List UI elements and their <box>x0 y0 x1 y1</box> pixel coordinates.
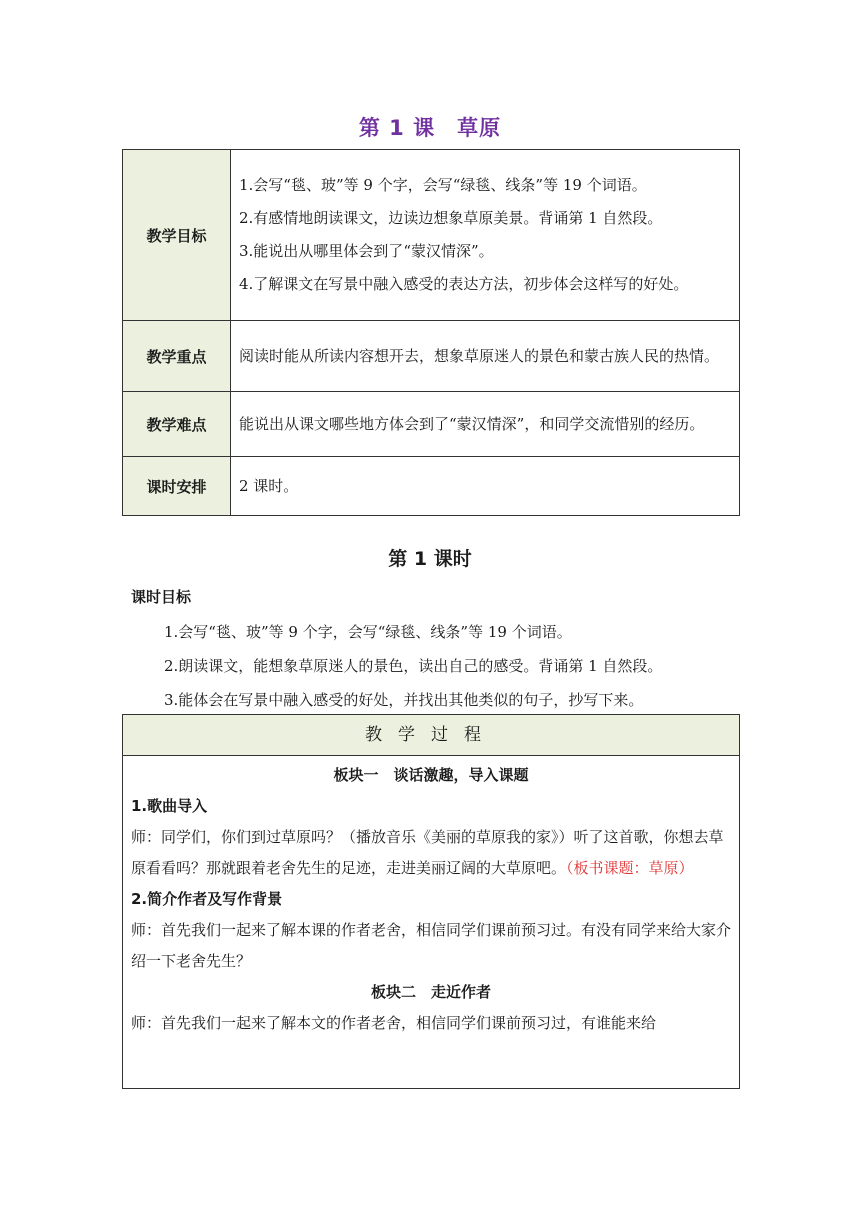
goal-item: 1.会写“毯、玻”等 9 个字，会写“绿毯、线条”等 19 个词语。 <box>239 176 647 194</box>
lesson-info-table <box>122 149 740 516</box>
schedule-content: 2 课时。 <box>231 457 740 516</box>
objective-item: 1.会写“毯、玻”等 9 个字，会写“绿毯、线条”等 19 个词语。 <box>164 623 572 641</box>
objectives-label: 课时目标 <box>131 588 192 606</box>
step2-text: 师：首先我们一起来了解本课的作者老舍，相信同学们课前预习过。有没有同学来给大家介绍一下老舍先生？ <box>131 921 732 970</box>
process-body <box>123 756 739 1039</box>
step2-title: 2.简介作者及写作背景 <box>131 890 283 908</box>
goal-item: 3.能说出从哪里体会到了“蒙汉情深”。 <box>239 242 494 260</box>
step1-title: 1.歌曲导入 <box>131 797 208 815</box>
step1-board-note: （板书课题：草原） <box>566 859 694 877</box>
step1-paragraph <box>131 822 731 884</box>
focus-content: 阅读时能从所读内容想开去，想象草原迷人的景色和蒙古族人民的热情。 <box>231 321 740 392</box>
schedule-label: 课时安排 <box>123 457 231 516</box>
block2-title: 板块二 走近作者 <box>370 983 491 1001</box>
objective-item: 2.朗读课文，能想象草原迷人的景色，读出自己的感受。背诵第 1 自然段。 <box>164 657 663 675</box>
goal-item: 4.了解课文在写景中融入感受的表达方法，初步体会这样写的好处。 <box>239 275 689 293</box>
focus-row <box>123 321 740 392</box>
step1-text: 师：同学们，你们到过草原吗？（播放音乐《美丽的草原我的家》）听了这首歌，你想去草原看看吗？那就跟着老舍先生的足迹，走进美丽辽阔的大草原吧。 <box>131 828 724 877</box>
objective-item: 3.能体会在写景中融入感受的好处，并找出其他类似的句子，抄写下来。 <box>164 691 644 709</box>
block2-text: 师：首先我们一起来了解本文的作者老舍，相信同学们课前预习过，有谁能来给 <box>131 1014 657 1032</box>
process-header: 教学过程 <box>123 715 739 756</box>
goals-row <box>123 150 740 321</box>
teaching-process-box <box>122 714 740 1089</box>
goal-item: 2.有感情地朗读课文，边读边想象草原美景。背诵第 1 自然段。 <box>239 209 663 227</box>
difficulty-row <box>123 392 740 457</box>
difficulty-label: 教学难点 <box>123 392 231 457</box>
goals-label: 教学目标 <box>123 150 231 321</box>
schedule-row <box>123 457 740 516</box>
difficulty-content: 能说出从课文哪些地方体会到了“蒙汉情深”，和同学交流惜别的经历。 <box>231 392 740 457</box>
focus-label: 教学重点 <box>123 321 231 392</box>
goals-content <box>231 150 740 321</box>
block1-title: 板块一 谈话激趣，导入课题 <box>333 766 529 784</box>
lesson-heading: 第 1 课时 <box>388 548 472 570</box>
page-title: 第 1 课 草原 <box>358 116 502 140</box>
